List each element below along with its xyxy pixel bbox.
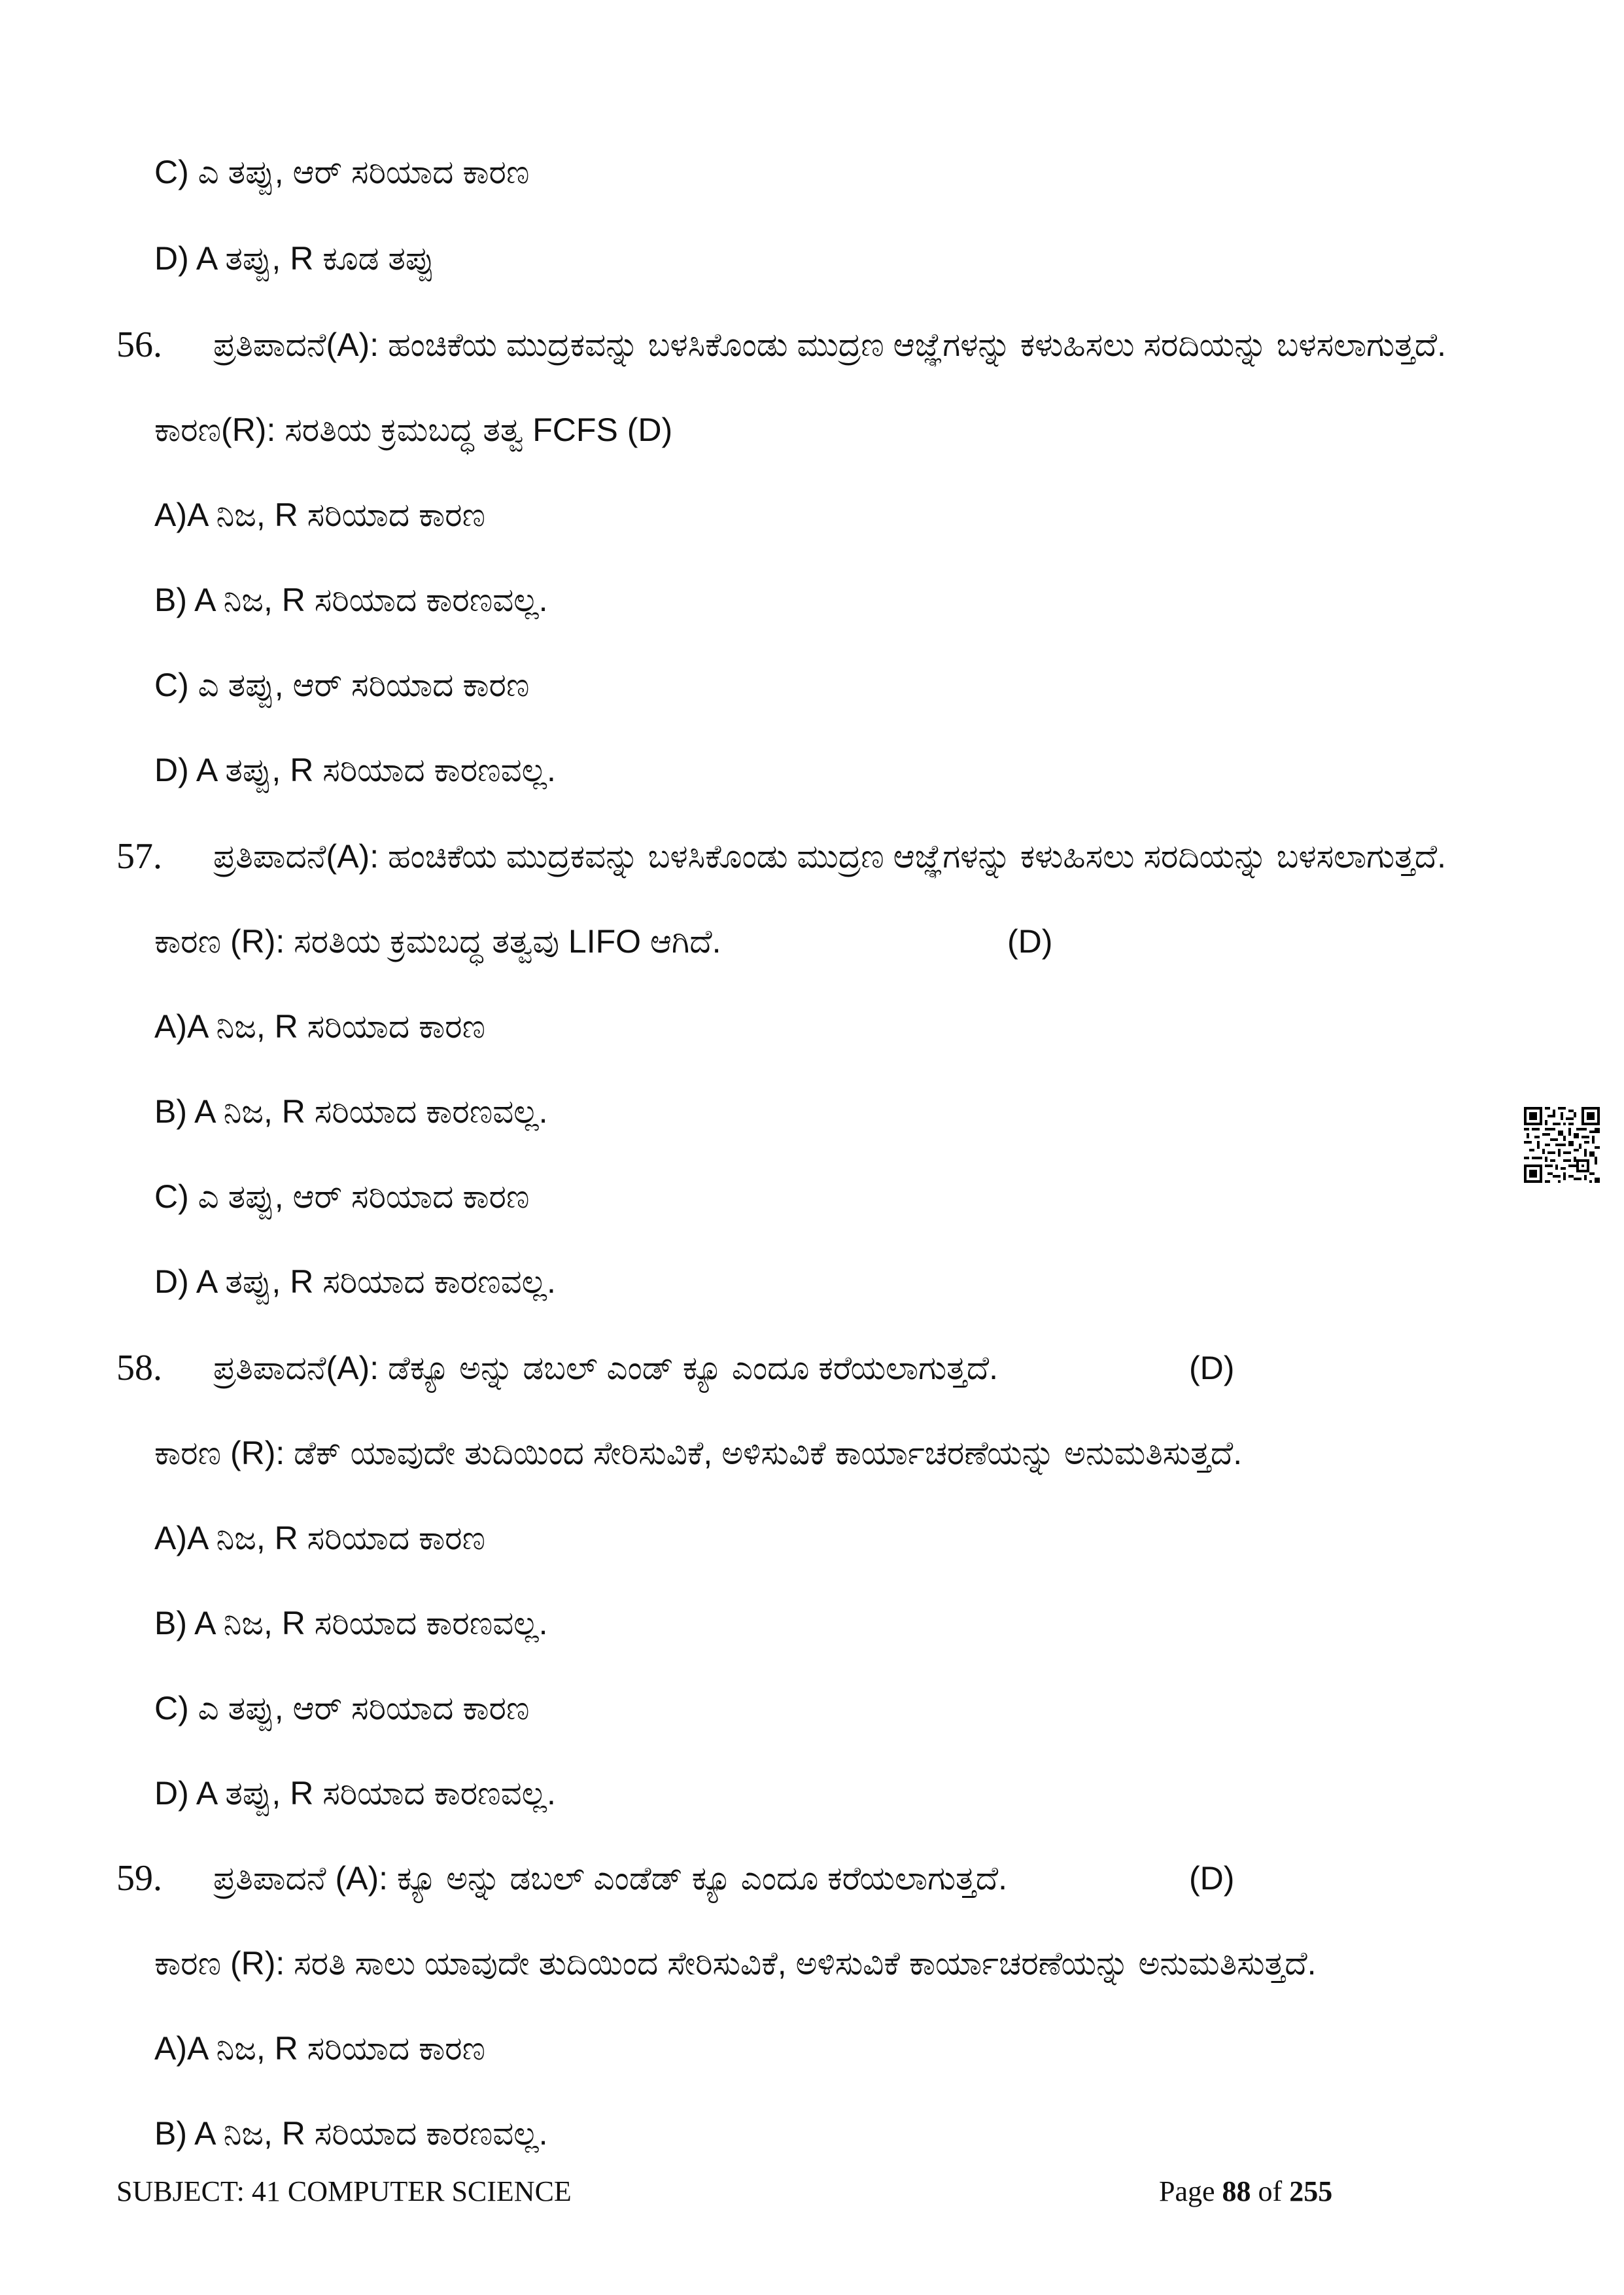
answer-key: (D) [1007, 923, 1053, 960]
option-d: D) A ತಪ್ಪು, R ಕೂಡ ತಪ್ಪು [154, 240, 435, 277]
question-reason: ಕಾರಣ (R): ಸರತಿಯ ಕ್ರಮಬದ್ಧ ತತ್ವವು LIFO ಆಗಿದೆ. [154, 923, 721, 960]
question-assertion: ಪ್ರತಿಪಾದನೆ(A): ಡೆಕ್ಯೂ ಅನ್ನು ಡಬಲ್ ಎಂಡ್ ಕ್ಯೂ ಎಂದೂ ಕರೆಯಲಾಗುತ್ತದೆ. [213, 1350, 999, 1386]
question-number: 57. [116, 836, 162, 877]
option-c: C) ಎ ತಪ್ಪು, ಆರ್ ಸರಿಯಾದ ಕಾರಣ [154, 1178, 530, 1215]
option-a: A)A ನಿಜ, R ಸರಿಯಾದ ಕಾರಣ [154, 1008, 486, 1045]
option-a: A)A ನಿಜ, R ಸರಿಯಾದ ಕಾರಣ [154, 1520, 486, 1556]
option-c: C) ಎ ತಪ್ಪು, ಆರ್ ಸರಿಯಾದ ಕಾರಣ [154, 154, 530, 190]
option-c: C) ಎ ತಪ್ಪು, ಆರ್ ಸರಿಯಾದ ಕಾರಣ [154, 1690, 530, 1726]
page-of: of [1258, 2175, 1283, 2207]
footer-page-number [1159, 2173, 1332, 2210]
question-number: 56. [116, 324, 162, 365]
question-assertion: ಪ್ರತಿಪಾದನೆ(A): ಹಂಚಿಕೆಯ ಮುದ್ರಕವನ್ನು ಬಳಸಿಕೊಂಡು ಮುದ್ರಣ ಆಜ್ಞೆಗಳನ್ನು ಕಳುಹಿಸಲು ಸರದಿಯನ್ನು ಬಳಸಲಾಗುತ್ತದೆ. [213, 326, 1447, 363]
option-a: A)A ನಿಜ, R ಸರಿಯಾದ ಕಾರಣ [154, 497, 486, 533]
option-c: C) ಎ ತಪ್ಪು, ಆರ್ ಸರಿಯಾದ ಕಾರಣ [154, 667, 530, 703]
option-b: B) A ನಿಜ, R ಸರಿಯಾದ ಕಾರಣವಲ್ಲ. [154, 1605, 548, 1641]
page-current: 88 [1222, 2175, 1251, 2207]
option-b: B) A ನಿಜ, R ಸರಿಯಾದ ಕಾರಣವಲ್ಲ. [154, 582, 548, 618]
answer-key: (D) [1189, 1350, 1235, 1386]
option-b: B) A ನಿಜ, R ಸರಿಯಾದ ಕಾರಣವಲ್ಲ. [154, 1093, 548, 1130]
question-number: 58. [116, 1348, 162, 1388]
footer-subject: SUBJECT: 41 COMPUTER SCIENCE [116, 2175, 572, 2207]
page-label: Page [1159, 2175, 1215, 2207]
option-d: D) A ತಪ್ಪು, R ಸರಿಯಾದ ಕಾರಣವಲ್ಲ. [154, 1263, 556, 1300]
question-reason: ಕಾರಣ (R): ಸರತಿ ಸಾಲು ಯಾವುದೇ ತುದಿಯಿಂದ ಸೇರಿಸುವಿಕೆ, ಅಳಿಸುವಿಕೆ ಕಾರ್ಯಾಚರಣೆಯನ್ನು ಅನುಮತಿಸುತ್ತದೆ. [154, 1945, 1317, 1982]
qr-code-icon [1524, 1107, 1600, 1183]
question-assertion: ಪ್ರತಿಪಾದನೆ(A): ಹಂಚಿಕೆಯ ಮುದ್ರಕವನ್ನು ಬಳಸಿಕೊಂಡು ಮುದ್ರಣ ಆಜ್ಞೆಗಳನ್ನು ಕಳುಹಿಸಲು ಸರದಿಯನ್ನು ಬಳಸಲಾಗುತ್ತದೆ. [213, 838, 1447, 875]
question-reason: ಕಾರಣ (R): ಡೆಕ್ ಯಾವುದೇ ತುದಿಯಿಂದ ಸೇರಿಸುವಿಕೆ, ಅಳಿಸುವಿಕೆ ಕಾರ್ಯಾಚರಣೆಯನ್ನು ಅನುಮತಿಸುತ್ತದೆ. [154, 1435, 1243, 1471]
answer-key: (D) [1189, 1860, 1235, 1897]
option-a: A)A ನಿಜ, R ಸರಿಯಾದ ಕಾರಣ [154, 2030, 486, 2067]
page-total: 255 [1289, 2175, 1333, 2207]
option-d: D) A ತಪ್ಪು, R ಸರಿಯಾದ ಕಾರಣವಲ್ಲ. [154, 1775, 556, 1812]
question-number: 59. [116, 1858, 162, 1899]
option-d: D) A ತಪ್ಪು, R ಸರಿಯಾದ ಕಾರಣವಲ್ಲ. [154, 752, 556, 788]
question-assertion: ಪ್ರತಿಪಾದನೆ (A): ಕ್ಯೂ ಅನ್ನು ಡಬಲ್ ಎಂಡೆಡ್ ಕ್ಯೂ ಎಂದೂ ಕರೆಯಲಾಗುತ್ತದೆ. [213, 1860, 1007, 1897]
question-reason: ಕಾರಣ(R): ಸರತಿಯ ಕ್ರಮಬದ್ಧ ತತ್ವ FCFS (D) [154, 412, 673, 448]
option-b: B) A ನಿಜ, R ಸರಿಯಾದ ಕಾರಣವಲ್ಲ. [154, 2115, 548, 2152]
